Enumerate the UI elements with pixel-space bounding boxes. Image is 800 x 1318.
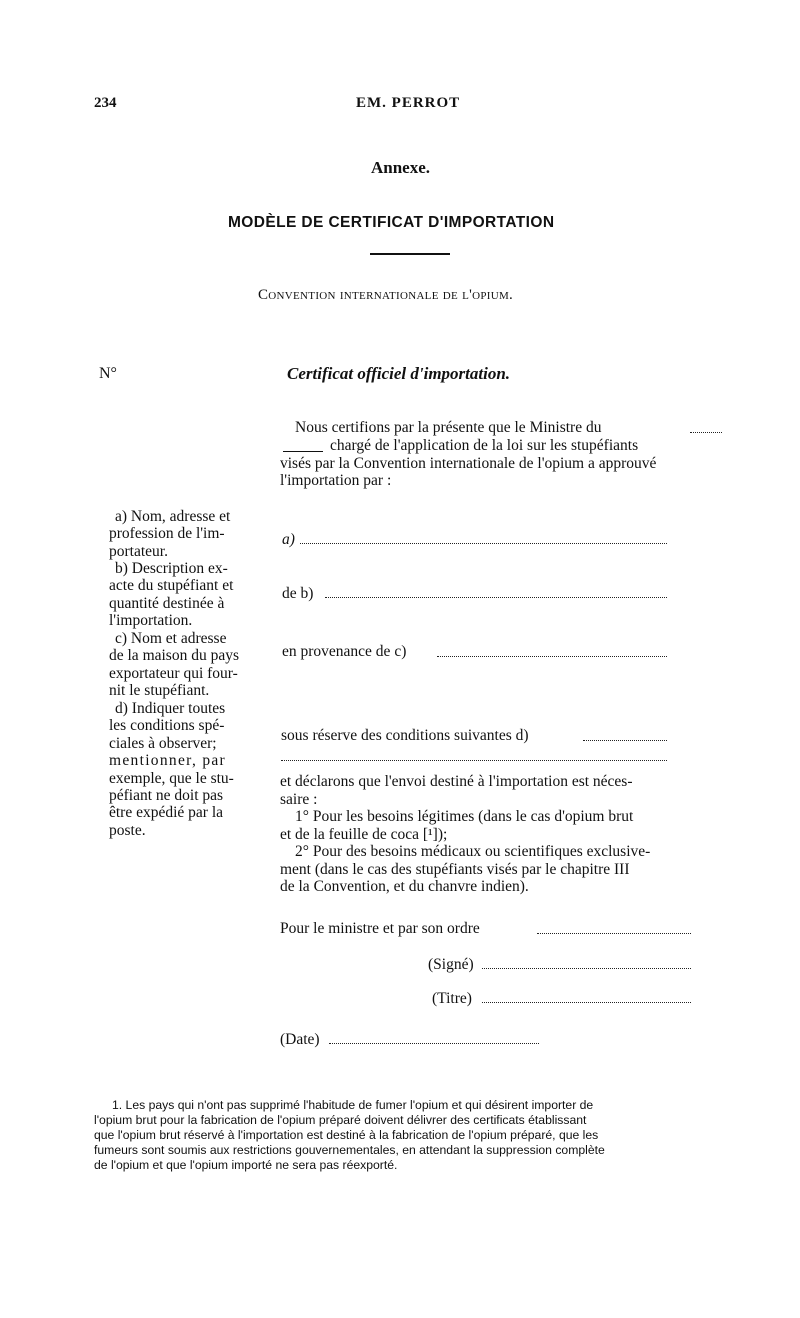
sidebar-note-a	[109, 508, 255, 560]
note-d-line: ciales à observer;	[109, 734, 217, 752]
field-c-label: en provenance de c)	[282, 643, 407, 660]
running-title: EM. PERROT	[356, 95, 461, 111]
intro-text-1: Nous certifions par la présente que le Ministre du	[295, 419, 602, 436]
footnote-line: 1. Les pays qui n'ont pas supprimé l'habitude de fumer l'opium et qui désirent importer de	[112, 1098, 594, 1112]
ministry-blank[interactable]	[690, 432, 722, 433]
note-d-line: les conditions spé-	[109, 717, 225, 735]
note-a-line: profession de l'im-	[109, 525, 225, 543]
order-blank[interactable]	[537, 933, 691, 934]
note-d-line: être expédié par la	[109, 804, 224, 822]
field-d-blank-2[interactable]	[281, 760, 667, 761]
ministry-blank-2[interactable]	[283, 451, 323, 452]
order-label: Pour le ministre et par son ordre	[280, 920, 480, 937]
field-b-label: de b)	[282, 585, 314, 602]
sidebar-note-d	[109, 700, 255, 839]
signed-label: (Signé)	[428, 956, 474, 973]
date-blank[interactable]	[329, 1043, 539, 1044]
note-c-line: exportateur qui four-	[109, 664, 238, 682]
page-number: 234	[94, 95, 117, 111]
intro-line-1	[295, 419, 601, 437]
declaration-item-2a: 2° Pour des besoins médicaux ou scientifiques exclusive-	[295, 843, 651, 860]
field-a-blank[interactable]	[300, 543, 667, 544]
intro-line-2: chargé de l'application de la loi sur les stupéfiants	[330, 437, 639, 454]
title-blank[interactable]	[482, 1002, 691, 1003]
footnote-line: fumeurs sont soumis aux restrictions gouvernementales, en attendant la suppression complète	[94, 1143, 605, 1157]
sidebar-note-b	[109, 560, 255, 630]
footnote-line: l'opium brut pour la fabrication de l'opium préparé doivent délivrer des certificats établissant	[94, 1113, 587, 1127]
main-title: MODÈLE DE CERTIFICAT D'IMPORTATION	[228, 214, 555, 231]
field-c-blank[interactable]	[437, 656, 667, 657]
note-b-line: b) Description ex-	[115, 560, 228, 577]
title-divider	[370, 253, 450, 255]
field-a-label: a)	[282, 531, 295, 548]
field-d-blank[interactable]	[583, 740, 667, 741]
intro-line-4: l'importation par :	[280, 472, 392, 489]
note-d-line: mentionner, par	[109, 752, 227, 770]
footnote	[94, 1098, 724, 1173]
note-d-line: d) Indiquer toutes	[115, 700, 226, 717]
note-d-line: péfiant ne doit pas	[109, 787, 224, 805]
note-d-line: exemple, que le stu-	[109, 769, 234, 787]
declaration-item-2b: ment (dans le cas des stupéfiants visés par le chapitre III	[280, 861, 630, 878]
signed-blank[interactable]	[482, 968, 691, 969]
convention-line: Convention internationale de l'opium.	[258, 287, 514, 303]
field-d-label: sous réserve des conditions suivantes d)	[281, 727, 529, 744]
note-c-line: de la maison du pays	[109, 647, 240, 665]
footnote-line: de l'opium et que l'opium importé ne sera pas réexporté.	[94, 1158, 398, 1172]
note-d-line: poste.	[109, 821, 146, 839]
annex-title: Annexe.	[371, 158, 431, 177]
intro-line-3: visés par la Convention internationale de l'opium a approuvé	[280, 455, 657, 472]
note-b-line: quantité destinée à	[109, 594, 225, 612]
declaration-item-1b: et de la feuille de coca [¹]);	[280, 826, 448, 843]
note-c-line: c) Nom et adresse	[115, 630, 227, 647]
note-c-line: nit le stupéfiant.	[109, 682, 210, 700]
title-label: (Titre)	[432, 990, 472, 1007]
footnote-line: que l'opium brut réservé à l'importation est destiné à la fabrication de l'opium préparé, que les	[94, 1128, 599, 1142]
declaration-item-2c: de la Convention, et du chanvre indien).	[280, 878, 529, 895]
certificate-title: Certificat officiel d'importation.	[287, 364, 511, 383]
note-a-line: a) Nom, adresse et	[115, 508, 231, 525]
field-b-blank[interactable]	[325, 597, 667, 598]
date-label: (Date)	[280, 1031, 320, 1048]
note-b-line: acte du stupéfiant et	[109, 577, 234, 595]
declaration-item-1a: 1° Pour les besoins légitimes (dans le cas d'opium brut	[295, 808, 634, 825]
note-a-line: portateur.	[109, 542, 168, 560]
sidebar-note-c	[109, 630, 255, 700]
note-b-line: l'importation.	[109, 612, 193, 630]
number-label: N°	[99, 365, 117, 382]
declaration-line-2: saire :	[280, 791, 318, 808]
declaration-line-1: et déclarons que l'envoi destiné à l'importation est néces-	[280, 773, 633, 790]
